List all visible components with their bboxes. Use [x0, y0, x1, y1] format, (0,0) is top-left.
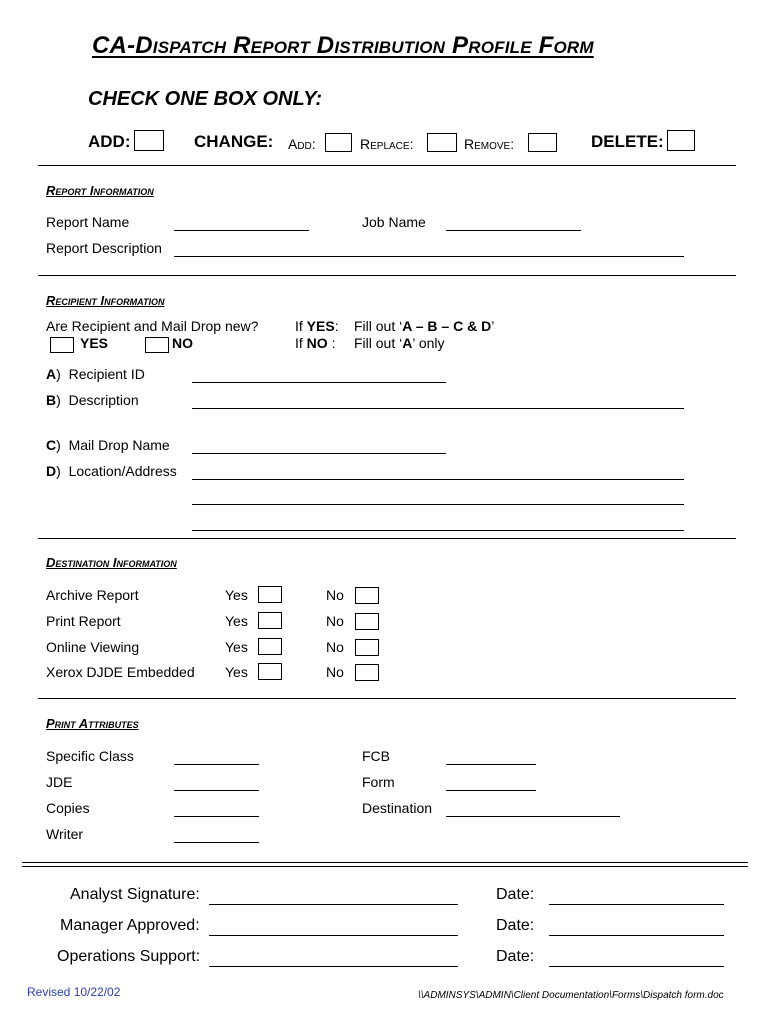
recipient-info-heading: Recipient Information [46, 293, 165, 308]
writer-field[interactable] [174, 842, 259, 843]
specific-class-label: Specific Class [46, 748, 134, 764]
divider [38, 165, 736, 166]
recipient-id-label: A) Recipient ID [46, 366, 145, 382]
if-yes-instruction [295, 318, 339, 334]
change-add-label: Add: [288, 136, 316, 152]
copies-label: Copies [46, 800, 90, 816]
letter-d: D [46, 463, 57, 479]
xerox-djde-yes-checkbox[interactable] [258, 663, 282, 680]
letter-c: C [46, 437, 57, 453]
delete-label: DELETE: [591, 132, 664, 151]
mail-drop-name-field[interactable] [192, 453, 446, 454]
print-attributes-heading: Print Attributes [46, 716, 139, 731]
location-address-field-3[interactable] [192, 530, 684, 531]
print-report-no-checkbox[interactable] [355, 613, 379, 630]
recipient-id-field[interactable] [192, 382, 446, 383]
fcb-field[interactable] [446, 764, 536, 765]
recipient-new-question: Are Recipient and Mail Drop new? [46, 318, 259, 334]
change-replace-label: Replace: [360, 136, 414, 152]
xerox-djde-label: Xerox DJDE Embedded [46, 664, 195, 680]
print-report-yes-checkbox[interactable] [258, 612, 282, 629]
mail-drop-name-text: Mail Drop Name [68, 437, 170, 453]
archive-report-label: Archive Report [46, 587, 139, 603]
change-remove-checkbox[interactable] [528, 133, 557, 152]
change-remove-label: Remove: [464, 136, 515, 152]
if-yes-key: YES [306, 318, 335, 334]
report-description-label: Report Description [46, 240, 162, 256]
report-info-heading: Report Information [46, 183, 154, 198]
analyst-signature-field[interactable] [209, 904, 458, 905]
job-name-label: Job Name [362, 214, 426, 230]
fill-out-text: Fill out [354, 335, 396, 351]
manager-approved-field[interactable] [209, 935, 458, 936]
recipient-new-yes-checkbox[interactable] [50, 337, 74, 353]
check-one-instruction: CHECK ONE BOX ONLY: [88, 88, 323, 110]
letter-b: B [46, 392, 57, 408]
recipient-new-no-checkbox[interactable] [145, 337, 169, 353]
fill-out-no-key: A [402, 335, 413, 351]
yes-label: Yes [225, 639, 248, 655]
fill-out-no: Fill out ‘A’ only [354, 335, 445, 351]
online-viewing-no-checkbox[interactable] [355, 639, 379, 656]
yes-label: Yes [225, 664, 248, 680]
specific-class-field[interactable] [174, 764, 259, 765]
description-text: Description [68, 392, 139, 408]
mail-drop-name-label: C) Mail Drop Name [46, 437, 170, 453]
description-label: B) Description [46, 392, 139, 408]
location-address-label: D) Location/Address [46, 463, 177, 479]
report-name-label: Report Name [46, 214, 130, 230]
letter-a: A [46, 366, 57, 382]
no-label: No [326, 613, 344, 629]
no-label: No [326, 587, 344, 603]
if-no-colon: : [331, 335, 336, 351]
writer-label: Writer [46, 826, 84, 842]
revised-date: Revised 10/22/02 [27, 985, 121, 999]
form-field[interactable] [446, 790, 536, 791]
divider [38, 275, 736, 276]
change-label: CHANGE: [194, 132, 274, 151]
xerox-djde-no-checkbox[interactable] [355, 664, 379, 681]
yes-label: Yes [225, 613, 248, 629]
description-field[interactable] [192, 408, 684, 409]
page-title: CA-Dispatch Report Distribution Profile Form [92, 32, 594, 59]
change-replace-checkbox[interactable] [427, 133, 457, 152]
add-label: ADD: [88, 132, 131, 151]
location-address-field-2[interactable] [192, 504, 684, 505]
online-viewing-label: Online Viewing [46, 639, 140, 655]
if-yes-colon: : [334, 318, 339, 334]
print-report-label: Print Report [46, 613, 121, 629]
divider [38, 538, 736, 539]
form-label: Form [362, 774, 395, 790]
copies-field[interactable] [174, 816, 259, 817]
add-checkbox[interactable] [134, 130, 164, 151]
report-name-field[interactable] [174, 230, 309, 231]
operations-support-field[interactable] [209, 966, 458, 967]
if-no-text: If [295, 335, 303, 351]
archive-report-yes-checkbox[interactable] [258, 586, 282, 603]
recipient-new-no-label: NO [172, 335, 193, 351]
operations-date-label: Date: [496, 948, 535, 965]
recipient-new-yes-label: YES [80, 335, 109, 351]
fill-out-yes-key: A – B – C & D [402, 318, 492, 334]
if-no-instruction [295, 335, 335, 351]
if-no-key: NO [306, 335, 328, 351]
archive-report-no-checkbox[interactable] [355, 587, 379, 604]
operations-support-label: Operations Support: [57, 948, 201, 965]
fill-out-text: Fill out [354, 318, 396, 334]
fill-out-yes: Fill out ‘A – B – C & D’ [354, 318, 495, 334]
analyst-date-field[interactable] [549, 904, 724, 905]
jde-label: JDE [46, 774, 73, 790]
destination-field[interactable] [446, 816, 620, 817]
job-name-field[interactable] [446, 230, 581, 231]
analyst-signature-label: Analyst Signature: [70, 886, 200, 903]
manager-date-label: Date: [496, 917, 535, 934]
divider [22, 862, 748, 863]
yes-label: Yes [225, 587, 248, 603]
fcb-label: FCB [362, 748, 390, 764]
manager-approved-label: Manager Approved: [60, 917, 200, 934]
jde-field[interactable] [174, 790, 259, 791]
file-path: \\ADMINSYS\ADMIN\Client Documentation\Forms\Dispatch form.doc [418, 990, 724, 1001]
no-label: No [326, 639, 344, 655]
manager-date-field[interactable] [549, 935, 724, 936]
analyst-date-label: Date: [496, 886, 535, 903]
fill-out-no-suffix: only [418, 335, 445, 351]
destination-info-heading: Destination Information [46, 555, 177, 570]
destination-label: Destination [362, 800, 433, 816]
recipient-id-text: Recipient ID [68, 366, 145, 382]
divider [22, 866, 748, 867]
location-address-text: Location/Address [68, 463, 177, 479]
divider [38, 698, 736, 699]
no-label: No [326, 664, 344, 680]
report-description-field[interactable] [174, 256, 684, 257]
change-add-checkbox[interactable] [325, 133, 352, 152]
location-address-field-1[interactable] [192, 479, 684, 480]
if-yes-text: If [295, 318, 303, 334]
delete-checkbox[interactable] [667, 130, 695, 151]
online-viewing-yes-checkbox[interactable] [258, 638, 282, 655]
operations-date-field[interactable] [549, 966, 724, 967]
